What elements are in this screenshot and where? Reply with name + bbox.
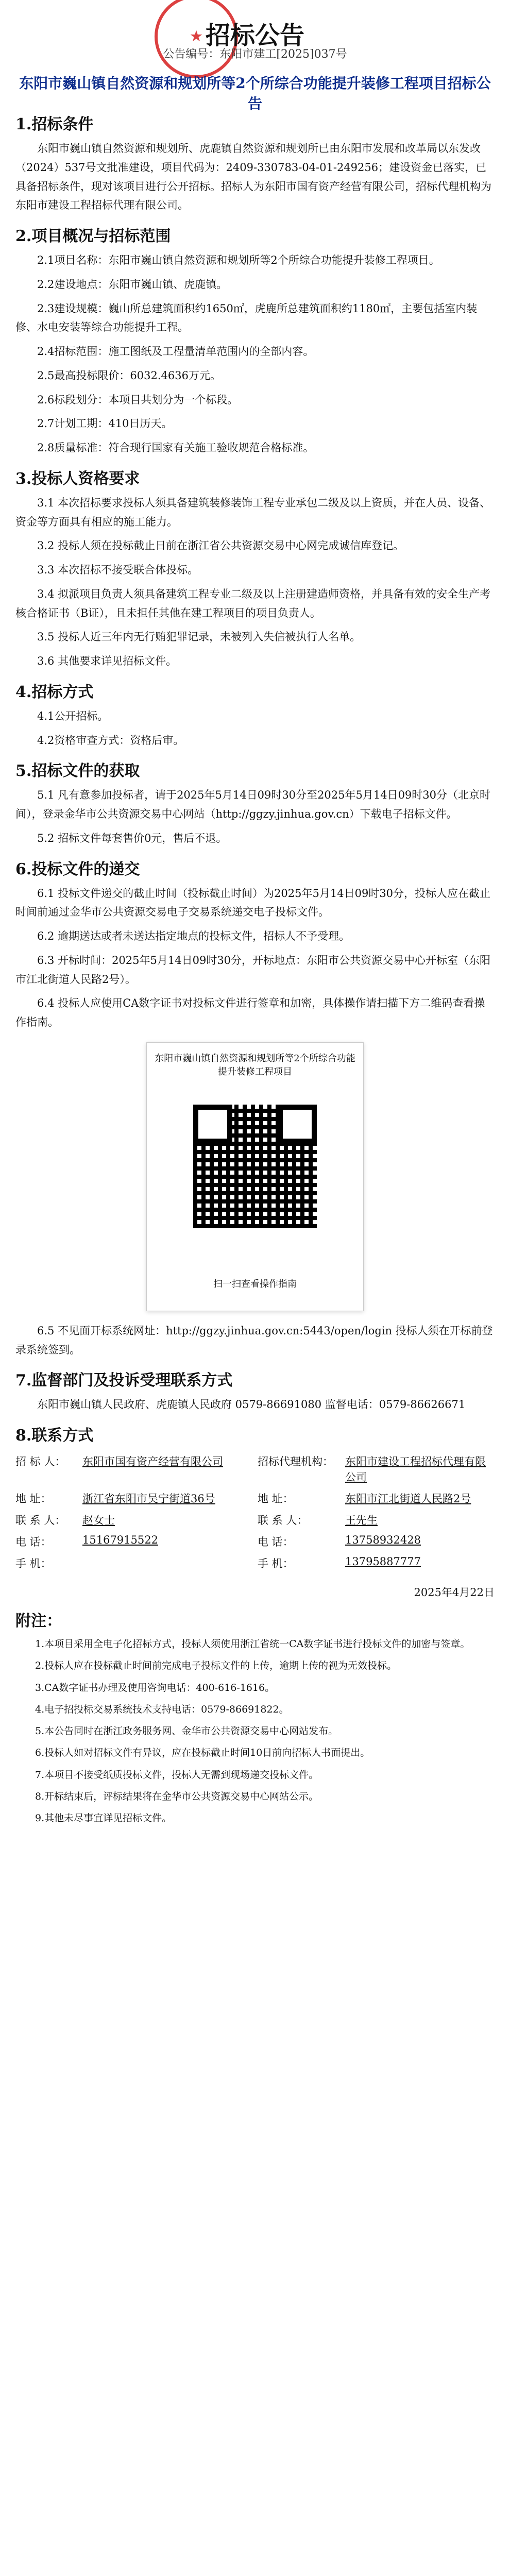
note-item: 6.投标人如对招标文件有异议，应在投标截止时间10日前向招标人书面提出。 bbox=[35, 1747, 370, 1759]
note-item: 4.电子招投标交易系统技术支持电话：0579-86691822。 bbox=[35, 1703, 289, 1715]
s3-item: 3.4 拟派项目负责人须具备建筑工程专业二级及以上注册建造师资格，并具备有效的安全生产考核合格证书（B证），且未担任其他在建工程项目的项目负责人。 bbox=[15, 587, 491, 619]
s4-item: 4.2资格审查方式：资格后审。 bbox=[37, 734, 184, 747]
s3-item: 3.2 投标人须在投标截止日前在浙江省公共资源交易中心网完成诚信库登记。 bbox=[37, 539, 404, 552]
label: 招 标 人： bbox=[15, 1455, 66, 1468]
s6-item: 6.4 投标人应使用CA数字证书对投标文件进行签章和加密，具体操作请扫描下方二维码查看操作指南。 bbox=[15, 997, 485, 1028]
label: 电 话： bbox=[258, 1536, 294, 1548]
label: 电 话： bbox=[15, 1536, 52, 1548]
issue-date: 2025年4月22日 bbox=[414, 1586, 495, 1599]
table-row bbox=[15, 1487, 495, 1509]
label: 地 址： bbox=[258, 1493, 294, 1505]
s2-item: 2.5最高投标限价：6032.4636万元。 bbox=[37, 369, 221, 382]
section-heading-3: 3.投标人资格要求 bbox=[15, 469, 140, 488]
note-item: 8.开标结束后，评标结果将在金华市公共资源交易中心网站公示。 bbox=[35, 1791, 319, 1803]
s3-item: 3.6 其他要求详见招标文件。 bbox=[37, 655, 177, 667]
agent-name: 东阳市建设工程招标代理有限公司 bbox=[345, 1455, 486, 1483]
s6-item: 6.3 开标时间：2025年5月14日09时30分，开标地点：东阳市公共资源交易中心开标室（东阳市江北街道人民路2号）。 bbox=[15, 954, 491, 986]
s5-item: 5.2 招标文件每套售价0元，售后不退。 bbox=[37, 832, 227, 844]
label: 手 机： bbox=[15, 1557, 52, 1570]
label: 手 机： bbox=[258, 1557, 294, 1570]
s3-item: 3.1 本次招标要求投标人须具备建筑装修装饰工程专业承包二级及以上资质，并在人员、设备、资金等方面具有相应的施工能力。 bbox=[15, 496, 491, 528]
s6-item: 6.2 逾期送达或者未送达指定地点的投标文件，招标人不予受理。 bbox=[37, 930, 350, 942]
s2-item: 2.2建设地点：东阳市巍山镇、虎鹿镇。 bbox=[37, 278, 228, 291]
table-row bbox=[15, 1450, 495, 1487]
s4-item: 4.1公开招标。 bbox=[37, 709, 109, 722]
note-item: 7.本项目不接受纸质投标文件，投标人无需到现场递交投标文件。 bbox=[35, 1769, 319, 1781]
s3-item: 3.5 投标人近三年内无行贿犯罪记录，未被列入失信被执行人名单。 bbox=[37, 631, 361, 643]
qr-card-title: 东阳市巍山镇自然资源和规划所等2个所综合功能提升装修工程项目 bbox=[155, 1053, 355, 1077]
s2-item: 2.3建设规模：巍山所总建筑面积约1650㎡，虎鹿所总建筑面积约1180㎡，主要包括室内装修、水电安装等综合功能提升工程。 bbox=[15, 302, 478, 334]
section-1-text: 东阳市巍山镇自然资源和规划所、虎鹿镇自然资源和规划所已由东阳市发展和改革局以东发改（2024）537号文批准建设，项目代码为：2409-330783-04-01-249256；建设资金已落实，已具备招标条件，现对该项目进行公开招标。招标人为东阳市国有资产经营有限公司，招标代理机构为东阳市建设工程招标代理有限公司。 bbox=[15, 142, 491, 212]
s2-item: 2.7计划工期：410日历天。 bbox=[37, 417, 173, 430]
section-heading-1: 1.招标条件 bbox=[15, 115, 94, 133]
tenderer-contact: 赵女士 bbox=[82, 1514, 115, 1527]
s5-item: 5.1 凡有意参加投标者，请于2025年5月14日09时30分至2025年5月14日09时30分（北京时间），登录金华市公共资源交易中心网站（http://ggzy.jinhua.gov.cn）下载电子招标文件。 bbox=[15, 789, 491, 820]
doc-number: 公告编号：东阳市建工[2025]037号 bbox=[163, 48, 347, 61]
qr-code-icon[interactable] bbox=[193, 1105, 317, 1228]
s6-item: 6.5 不见面开标系统网址：http://ggzy.jinhua.gov.cn:5443/open/login 投标人须在开标前登录系统签到。 bbox=[15, 1324, 493, 1356]
label: 招标代理机构： bbox=[258, 1455, 333, 1468]
table-row bbox=[15, 1509, 495, 1531]
section-heading-6: 6.投标文件的递交 bbox=[15, 860, 140, 878]
section-heading-5: 5.招标文件的获取 bbox=[15, 762, 140, 781]
top-seal-stamp: ★ bbox=[155, 0, 238, 78]
qr-card bbox=[146, 1042, 364, 1311]
s2-item: 2.1项目名称：东阳市巍山镇自然资源和规划所等2个所综合功能提升装修工程项目。 bbox=[37, 254, 440, 266]
section-heading-8: 8.联系方式 bbox=[15, 1427, 94, 1445]
note-item: 1.本项目采用全电子化招标方式，投标人须使用浙江省统一CA数字证书进行投标文件的加密与签章。 bbox=[35, 1638, 470, 1650]
contact-table bbox=[15, 1450, 495, 1574]
notes-heading: 附注： bbox=[15, 1612, 62, 1630]
qr-card-caption: 扫一扫查看操作指南 bbox=[213, 1278, 297, 1290]
tenderer-phone: 15167915522 bbox=[82, 1534, 158, 1546]
table-row bbox=[15, 1531, 495, 1552]
label: 联 系 人： bbox=[15, 1514, 66, 1527]
page-title: 招标公告 bbox=[205, 21, 304, 50]
section-heading-7: 7.监督部门及投诉受理联系方式 bbox=[15, 1371, 233, 1390]
announcement-body bbox=[15, 103, 495, 1832]
table-row bbox=[15, 1552, 495, 1574]
s7-item: 东阳市巍山镇人民政府、虎鹿镇人民政府 0579-86691080 监督电话：0579-86626671 bbox=[37, 1398, 466, 1411]
note-item: 9.其他未尽事宜详见招标文件。 bbox=[35, 1812, 172, 1824]
label: 联 系 人： bbox=[258, 1514, 308, 1527]
agent-mobile: 13795887777 bbox=[345, 1555, 421, 1568]
agent-phone: 13758932428 bbox=[345, 1534, 421, 1546]
label: 地 址： bbox=[15, 1493, 52, 1505]
agent-contact: 王先生 bbox=[345, 1514, 378, 1527]
tenderer-address: 浙江省东阳市吴宁街道36号 bbox=[82, 1493, 215, 1505]
s2-item: 2.8质量标准：符合现行国家有关施工验收规范合格标准。 bbox=[37, 442, 314, 454]
s2-item: 2.6标段划分：本项目共划分为一个标段。 bbox=[37, 393, 239, 406]
section-heading-4: 4.招标方式 bbox=[15, 683, 94, 701]
project-title: 东阳市巍山镇自然资源和规划所等2个所综合功能提升装修工程项目招标公告 bbox=[19, 75, 491, 112]
s3-item: 3.3 本次招标不接受联合体投标。 bbox=[37, 564, 199, 576]
tenderer-mobile bbox=[82, 1552, 258, 1574]
s2-item: 2.4招标范围：施工图纸及工程量清单范围内的全部内容。 bbox=[37, 345, 314, 358]
s6-item: 6.1 投标文件递交的截止时间（投标截止时间）为2025年5月14日09时30分，投标人应在截止时间前通过金华市公共资源交易电子交易系统递交电子投标文件。 bbox=[15, 887, 491, 919]
note-item: 5.本公告同时在浙江政务服务网、金华市公共资源交易中心网站发布。 bbox=[35, 1725, 338, 1737]
agent-address: 东阳市江北街道人民路2号 bbox=[345, 1493, 471, 1505]
tenderer-name: 东阳市国有资产经营有限公司 bbox=[82, 1455, 223, 1468]
note-item: 3.CA数字证书办理及使用咨询电话：400-616-1616。 bbox=[35, 1682, 275, 1693]
note-item: 2.投标人应在投标截止时间前完成电子投标文件的上传，逾期上传的视为无效投标。 bbox=[35, 1660, 397, 1672]
section-heading-2: 2.项目概况与招标范围 bbox=[15, 227, 171, 245]
